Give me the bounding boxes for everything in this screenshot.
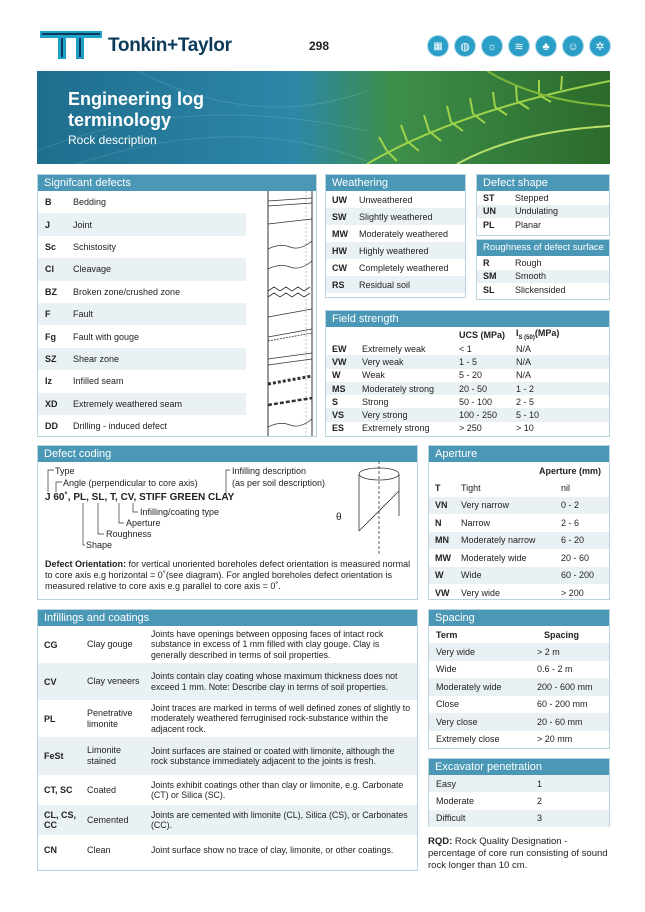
defect-code: Fg bbox=[45, 331, 56, 342]
bulb-icon: ☼ bbox=[481, 35, 503, 57]
rqd-label: RQD: bbox=[428, 836, 453, 847]
strength-code: VS bbox=[332, 410, 345, 421]
strength-is: 2 - 5 bbox=[516, 396, 535, 407]
defect-label: Schistosity bbox=[73, 241, 117, 252]
roughness-label: Slickensided bbox=[515, 284, 566, 295]
ucs-column-header: UCS (MPa) bbox=[459, 329, 506, 340]
aperture-value: 2 - 6 bbox=[561, 517, 580, 528]
defect-code: F bbox=[45, 309, 51, 320]
coding-roughness-label: Roughness bbox=[106, 529, 152, 539]
aperture-label: Moderately wide bbox=[461, 552, 527, 563]
strength-ucs: > 250 bbox=[459, 423, 482, 434]
spacing-row bbox=[429, 731, 609, 749]
strength-code: S bbox=[332, 396, 339, 407]
aperture-title: Aperture bbox=[429, 446, 609, 462]
field-strength-panel bbox=[325, 310, 610, 437]
weathering-code: MW bbox=[332, 228, 348, 239]
spacing-term: Very close bbox=[436, 716, 478, 727]
globe-icon: ◍ bbox=[454, 35, 476, 57]
gear-icon: ✲ bbox=[589, 35, 611, 57]
coding-infill-type-label: Infilling/coating type bbox=[140, 507, 220, 517]
core-diagram bbox=[359, 461, 399, 556]
roughness-code: SL bbox=[483, 284, 495, 295]
excavator-label: Moderate bbox=[436, 795, 475, 806]
defect-code: Iz bbox=[45, 376, 53, 387]
spacing-row bbox=[429, 713, 609, 731]
excavator-list bbox=[429, 775, 609, 827]
coding-shape-label: Shape bbox=[86, 540, 113, 550]
orientation-note bbox=[45, 559, 413, 592]
defect-row bbox=[38, 191, 246, 213]
defect-coding-title: Defect coding bbox=[38, 446, 417, 462]
weathering-label: Unweathered bbox=[359, 194, 413, 205]
weathering-title: Weathering bbox=[326, 175, 465, 191]
defect-code: XD bbox=[45, 398, 58, 409]
aperture-code: T bbox=[435, 482, 441, 493]
weathering-label: Completely weathered bbox=[359, 262, 449, 273]
defect-row bbox=[38, 213, 246, 235]
defect-shape-panel bbox=[476, 174, 610, 236]
orientation-text: for vertical unoriented boreholes defect orientation is measured normal to core axis e.g horizontal = 0˚(see diagram). For angled boreholes defect orientation is measured relative to core axis e.g parallel to core axis = 0˚. bbox=[45, 559, 411, 591]
defect-log-diagram bbox=[260, 191, 320, 436]
strength-label: Very weak bbox=[362, 356, 404, 367]
coding-aperture-label: Aperture bbox=[126, 518, 161, 528]
aperture-code: N bbox=[435, 517, 442, 528]
strength-is: N/A bbox=[516, 343, 532, 354]
spacing-value: > 2 m bbox=[537, 646, 560, 657]
infilling-code: FeSt bbox=[44, 751, 64, 761]
shape-code: ST bbox=[483, 192, 495, 203]
strength-label: Weak bbox=[362, 370, 385, 381]
spacing-value: 200 - 600 mm bbox=[537, 681, 593, 692]
strength-label: Extremely strong bbox=[362, 423, 430, 434]
field-strength-title: Field strength bbox=[326, 311, 609, 327]
weathering-row bbox=[326, 191, 465, 208]
weathering-panel bbox=[325, 174, 466, 298]
excavator-title: Excavator penetration bbox=[429, 759, 609, 775]
spacing-term: Wide bbox=[436, 664, 457, 675]
defect-label: Extremely weathered seam bbox=[73, 398, 183, 409]
strength-ucs: 20 - 50 bbox=[459, 383, 488, 394]
strength-row bbox=[326, 382, 609, 395]
coding-example: J 60˚, PL, SL, T, CV, STIFF GREEN CLAY bbox=[45, 492, 235, 503]
infilling-row bbox=[38, 663, 417, 700]
orientation-label: Defect Orientation: bbox=[45, 559, 127, 569]
strength-row bbox=[326, 342, 609, 355]
aperture-value: > 200 bbox=[561, 587, 584, 598]
aperture-label: Moderately narrow bbox=[461, 535, 536, 546]
roughness-code: R bbox=[483, 257, 490, 268]
infilling-code: CN bbox=[44, 845, 57, 855]
roughness-row bbox=[477, 256, 609, 270]
infillings-panel bbox=[37, 609, 418, 871]
infilling-desc: Joint traces are marked in terms of well defined zones of slightly to moderately weathered ferruginised rock-substance within the adjacent rock. bbox=[151, 702, 411, 734]
infilling-label: Cemented bbox=[87, 814, 129, 825]
shape-label: Planar bbox=[515, 219, 542, 230]
building-icon: ▦ bbox=[427, 35, 449, 57]
infilling-row bbox=[38, 626, 417, 663]
aperture-code: VW bbox=[435, 587, 450, 598]
people-icon: ☺ bbox=[562, 35, 584, 57]
infilling-label: Limonite stained bbox=[87, 745, 122, 766]
defect-label: Infilled seam bbox=[73, 376, 124, 387]
infillings-list bbox=[38, 626, 417, 865]
tree-icon: ♣ bbox=[535, 35, 557, 57]
shape-code: PL bbox=[483, 219, 495, 230]
roughness-row bbox=[477, 270, 609, 284]
spacing-header bbox=[429, 626, 609, 643]
spacing-row bbox=[429, 643, 609, 661]
aperture-code: MN bbox=[435, 535, 449, 546]
weathering-code: SW bbox=[332, 211, 347, 222]
infilling-row bbox=[38, 775, 417, 805]
coding-type-label: Type bbox=[55, 466, 75, 476]
coding-infill-desc-label: Infilling description bbox=[232, 466, 307, 476]
infilling-desc: Joint surfaces are stained or coated with limonite, although the rock substance immediately adjacent to the joints is fresh. bbox=[151, 745, 395, 766]
spacing-term: Moderately wide bbox=[436, 681, 502, 692]
spacing-panel bbox=[428, 609, 610, 749]
strength-ucs: < 1 bbox=[459, 343, 472, 354]
strength-ucs: 1 - 5 bbox=[459, 356, 478, 367]
excavator-panel bbox=[428, 758, 610, 827]
aperture-row bbox=[429, 567, 609, 585]
aperture-label: Very narrow bbox=[461, 500, 510, 511]
weathering-code: HW bbox=[332, 245, 347, 256]
strength-row bbox=[326, 408, 609, 421]
roughness-label: Smooth bbox=[515, 271, 547, 282]
aperture-value: 20 - 60 bbox=[561, 552, 590, 563]
aperture-value: nil bbox=[561, 482, 571, 493]
strength-label: Very strong bbox=[362, 410, 408, 421]
defect-row bbox=[38, 325, 246, 347]
defects-panel bbox=[37, 174, 317, 437]
aperture-header bbox=[429, 462, 609, 479]
excavator-label: Difficult bbox=[436, 813, 466, 824]
spacing-term: Very wide bbox=[436, 646, 476, 657]
strength-row bbox=[326, 369, 609, 382]
spacing-term-header: Term bbox=[436, 629, 458, 640]
roughness-panel bbox=[476, 239, 610, 300]
spacing-value: > 20 mm bbox=[537, 734, 573, 745]
strength-label: Strong bbox=[362, 396, 389, 407]
aperture-row bbox=[429, 584, 609, 602]
coding-lines bbox=[38, 446, 418, 556]
excavator-value: 1 bbox=[537, 778, 543, 789]
shape-label: Undulating bbox=[515, 206, 559, 217]
defect-label: Joint bbox=[73, 219, 93, 230]
aperture-code: MW bbox=[435, 552, 451, 563]
defect-code: B bbox=[45, 197, 52, 208]
defect-row bbox=[38, 393, 246, 415]
aperture-column-header: Aperture (mm) bbox=[538, 465, 601, 476]
aperture-list bbox=[429, 479, 609, 602]
defect-code: DD bbox=[45, 421, 58, 432]
shape-row bbox=[477, 205, 609, 219]
banner bbox=[37, 71, 610, 164]
aperture-row bbox=[429, 497, 609, 515]
defect-row bbox=[38, 258, 246, 280]
banner-title-line2: terminology bbox=[68, 110, 172, 130]
angle-symbol: θ bbox=[336, 512, 342, 523]
excavator-value: 2 bbox=[537, 795, 543, 806]
spacing-row bbox=[429, 678, 609, 696]
spacing-value-header: Spacing bbox=[544, 629, 580, 640]
infillings-title: Infillings and coatings bbox=[38, 610, 417, 626]
infilling-desc: Joints have openings between opposing faces of intact rock substance in excess of 1 mm filled with clay gouge. Clay is generally described in terms of soil properties. bbox=[151, 628, 384, 660]
aperture-label: Tight bbox=[461, 482, 481, 493]
strength-code: MS bbox=[332, 383, 346, 394]
infilling-row bbox=[38, 700, 417, 737]
strength-code: VW bbox=[332, 356, 347, 367]
excavator-value: 3 bbox=[537, 813, 543, 824]
spacing-value: 60 - 200 mm bbox=[537, 699, 588, 710]
infilling-code: CL, CS, CC bbox=[44, 810, 77, 830]
infilling-code: CV bbox=[44, 676, 57, 687]
shape-label: Stepped bbox=[515, 192, 549, 203]
strength-ucs: 5 - 20 bbox=[459, 370, 483, 381]
defect-row bbox=[38, 415, 246, 437]
weathering-label: Slightly weathered bbox=[359, 211, 433, 222]
defect-code: SZ bbox=[45, 353, 57, 364]
aperture-row bbox=[429, 514, 609, 532]
banner-subtitle: Rock description bbox=[68, 133, 157, 147]
strength-code: EW bbox=[332, 343, 347, 354]
aperture-code: W bbox=[435, 570, 444, 581]
weathering-list bbox=[326, 191, 465, 293]
excavator-row bbox=[429, 792, 609, 809]
weathering-label: Moderately weathered bbox=[359, 228, 449, 239]
infilling-label: Clay veneers bbox=[87, 676, 140, 686]
infilling-label: Clean bbox=[87, 844, 111, 855]
weathering-code: UW bbox=[332, 194, 347, 205]
weathering-row bbox=[326, 225, 465, 242]
defect-row bbox=[38, 348, 246, 370]
defect-label: Bedding bbox=[73, 197, 107, 208]
infilling-desc: Joints contain clay coating whose maximum thickness does not exceed 1 mm. Note: Describe clay in terms of soil properties. bbox=[151, 671, 398, 692]
infilling-desc: Joint surface show no trace of clay, limonite, or other coatings. bbox=[151, 844, 394, 855]
aperture-code: VN bbox=[435, 500, 448, 511]
defect-row bbox=[38, 281, 246, 303]
defects-title: Signifcant defects bbox=[38, 175, 316, 191]
strength-code: ES bbox=[332, 423, 345, 434]
defect-row bbox=[38, 370, 246, 392]
infilling-label: Penetrative limonite bbox=[87, 707, 133, 729]
strength-is: > 10 bbox=[516, 423, 534, 434]
defect-code: Sc bbox=[45, 241, 57, 252]
excavator-row bbox=[429, 775, 609, 792]
shape-code: UN bbox=[483, 206, 496, 217]
defect-label: Fault with gouge bbox=[73, 331, 140, 342]
rqd-text: Rock Quality Designation - percentage of core run consisting of sound rock longer than 10 cm. bbox=[428, 836, 608, 871]
strength-code: W bbox=[332, 370, 341, 381]
defect-label: Shear zone bbox=[73, 353, 120, 364]
infilling-code: CG bbox=[44, 639, 58, 650]
infilling-label: Coated bbox=[87, 784, 117, 795]
aperture-row bbox=[429, 532, 609, 550]
strength-row bbox=[326, 422, 609, 435]
logo bbox=[38, 29, 253, 61]
rqd-note bbox=[428, 836, 608, 872]
field-strength-header bbox=[326, 327, 609, 342]
spacing-term: Close bbox=[436, 699, 460, 710]
wave-icon: ≋ bbox=[508, 35, 530, 57]
aperture-row bbox=[429, 479, 609, 497]
defect-label: Cleavage bbox=[73, 264, 112, 275]
infilling-code: CT, SC bbox=[44, 785, 73, 795]
strength-is: 1 - 2 bbox=[516, 383, 535, 394]
strength-is: N/A bbox=[516, 370, 532, 381]
roughness-list bbox=[477, 256, 609, 297]
defect-coding-panel bbox=[37, 445, 418, 600]
spacing-value: 20 - 60 mm bbox=[537, 716, 583, 727]
defect-label: Broken zone/crushed zone bbox=[73, 286, 181, 297]
defect-shape-title: Defect shape bbox=[477, 175, 609, 191]
infilling-desc: Joints exhibit coatings other than clay or limonite, e.g. Carbonate (CT) or Silica (SC). bbox=[151, 779, 404, 800]
aperture-row bbox=[429, 549, 609, 567]
roughness-code: SM bbox=[483, 271, 497, 282]
weathering-row bbox=[326, 276, 465, 293]
defect-label: Drilling - induced defect bbox=[73, 421, 168, 432]
weathering-code: RS bbox=[332, 279, 345, 290]
defect-row bbox=[38, 236, 246, 258]
brand-name: Tonkin+Taylor bbox=[108, 35, 232, 56]
defect-code: J bbox=[45, 219, 51, 230]
shape-row bbox=[477, 191, 609, 205]
strength-ucs: 100 - 250 bbox=[459, 410, 498, 421]
infilling-desc: Joints are cemented with limonite (CL), Silica (CS), or Carbonates (CC). bbox=[151, 809, 408, 830]
defect-label: Fault bbox=[73, 309, 94, 320]
strength-label: Moderately strong bbox=[362, 383, 435, 394]
shape-row bbox=[477, 218, 609, 232]
infilling-code: PL bbox=[44, 713, 56, 724]
roughness-label: Rough bbox=[515, 257, 542, 268]
field-strength-list bbox=[326, 342, 609, 435]
coding-infill-desc-label-2: (as per soil description) bbox=[232, 478, 326, 488]
spacing-row bbox=[429, 661, 609, 679]
infilling-row bbox=[38, 835, 417, 865]
strength-is: 5 - 10 bbox=[516, 410, 540, 421]
defect-shape-list bbox=[477, 191, 609, 232]
defect-row bbox=[38, 303, 246, 325]
coding-angle-label: Angle (perpendicular to core axis) bbox=[63, 478, 198, 488]
spacing-list bbox=[429, 643, 609, 748]
excavator-label: Easy bbox=[436, 778, 457, 789]
aperture-label: Very wide bbox=[461, 587, 501, 598]
weathering-row bbox=[326, 259, 465, 276]
header-icons bbox=[427, 35, 611, 57]
infilling-label: Clay gouge bbox=[87, 639, 133, 649]
aperture-value: 0 - 2 bbox=[561, 500, 580, 511]
weathering-row bbox=[326, 242, 465, 259]
infilling-row bbox=[38, 805, 417, 835]
aperture-label: Narrow bbox=[461, 517, 491, 528]
roughness-row bbox=[477, 283, 609, 297]
spacing-value: 0.6 - 2 m bbox=[537, 664, 573, 675]
weathering-label: Residual soil bbox=[359, 279, 411, 290]
strength-row bbox=[326, 395, 609, 408]
excavator-row bbox=[429, 810, 609, 827]
aperture-value: 6 - 20 bbox=[561, 535, 585, 546]
spacing-title: Spacing bbox=[429, 610, 609, 626]
strength-label: Extremely weak bbox=[362, 343, 426, 354]
defect-code: Cl bbox=[45, 264, 54, 275]
strength-row bbox=[326, 355, 609, 368]
aperture-value: 60 - 200 bbox=[561, 570, 595, 581]
weathering-label: Highly weathered bbox=[359, 245, 429, 256]
infilling-row bbox=[38, 737, 417, 775]
aperture-label: Wide bbox=[461, 570, 482, 581]
roughness-title: Roughness of defect surface bbox=[477, 240, 609, 256]
strength-is: N/A bbox=[516, 356, 532, 367]
weathering-row bbox=[326, 208, 465, 225]
page-number: 298 bbox=[309, 39, 330, 53]
aperture-panel bbox=[428, 445, 610, 600]
spacing-row bbox=[429, 696, 609, 714]
defect-code: BZ bbox=[45, 286, 57, 297]
strength-ucs: 50 - 100 bbox=[459, 396, 493, 407]
weathering-code: CW bbox=[332, 262, 347, 273]
spacing-term: Extremely close bbox=[436, 734, 500, 745]
is-column-header: $I_{S (50)}(MPa)$ bbox=[516, 328, 560, 341]
banner-title-line1: Engineering log bbox=[68, 89, 205, 109]
logo-mark-icon bbox=[38, 29, 104, 61]
